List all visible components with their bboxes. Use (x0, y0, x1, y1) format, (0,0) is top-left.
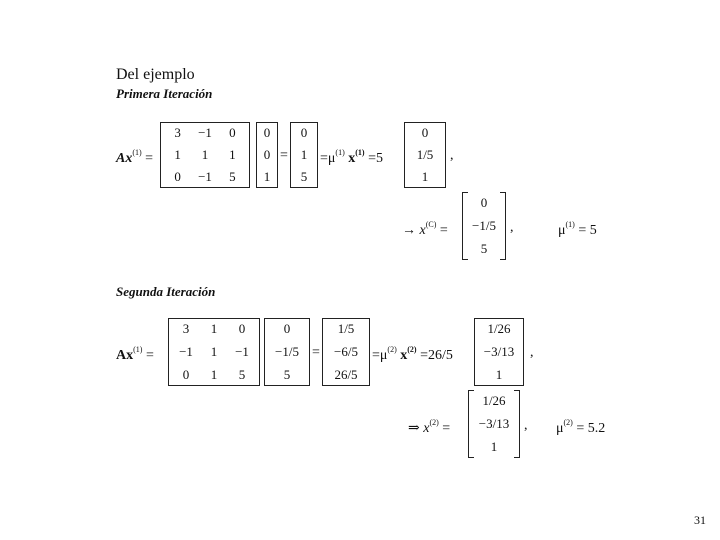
matrix-row (463, 241, 505, 257)
matrix-row (463, 195, 505, 211)
intro-text: Del ejemplo (116, 66, 195, 83)
matrix-cell: 1/5 (416, 147, 434, 162)
matrix-cell: 0 (480, 195, 488, 211)
matrix-cell: 0 (182, 366, 190, 382)
matrix-row (475, 344, 523, 360)
matrix-row (169, 321, 259, 337)
bracket-tick (463, 192, 468, 193)
matrix-row (257, 169, 277, 185)
equals-1a: = (280, 148, 288, 163)
matrix-cell: 3 (174, 125, 181, 140)
vector-scaled-1 (404, 122, 446, 188)
matrix-cell: 1 (263, 169, 271, 184)
bracket-tick (469, 457, 474, 458)
matrix-row (469, 416, 519, 432)
matrix-cell: 1/26 (482, 393, 506, 409)
matrix-cell: 5 (283, 366, 291, 382)
lhs-label-1: Ax$^{(1)}$ = (116, 148, 154, 166)
matrix-cell: −1 (198, 169, 212, 184)
matrix-cell: 1 (490, 438, 498, 454)
matrix-cell: 1/5 (337, 321, 355, 337)
xnew-comma-1: , (510, 220, 514, 235)
vector-xnew-1 (462, 192, 506, 260)
matrix-cell: 5 (238, 366, 246, 382)
bracket-tick (469, 390, 474, 391)
matrix-cell: 0 (238, 321, 246, 337)
trailing-comma-1: , (450, 148, 454, 163)
mu-value-1: $\mu^{(1)} = 5$ (558, 220, 597, 238)
bracket-tick (463, 259, 468, 260)
matrix-cell: 0 (229, 125, 236, 140)
matrix-row (475, 367, 523, 383)
matrix-row (475, 321, 523, 337)
matrix-a-2 (168, 318, 260, 386)
iteration-1-heading: Primera Iteración (116, 86, 213, 101)
matrix-cell: 0 (421, 125, 429, 140)
xnew-label-2: ⇒ $x^{(2)}$ = (408, 418, 451, 436)
matrix-row (257, 147, 277, 163)
bracket-tick (514, 390, 519, 391)
matrix-cell: 1 (421, 169, 429, 184)
trailing-comma-2: , (530, 345, 534, 360)
mu-x-expr-1: $=\mu^{(1)}$ $x^{(1)} =5$ (320, 148, 383, 166)
vector-x-2 (264, 318, 310, 386)
matrix-row (257, 125, 277, 141)
matrix-cell: −6/5 (334, 343, 358, 359)
matrix-row (463, 218, 505, 234)
matrix-cell: 5 (229, 169, 236, 184)
matrix-row (265, 321, 309, 337)
matrix-cell: 5 (480, 240, 488, 256)
matrix-row (405, 147, 445, 163)
vector-x-1 (256, 122, 278, 188)
matrix-cell: 1 (495, 366, 503, 382)
bracket-tick (500, 192, 505, 193)
equals-2a: = (312, 345, 320, 360)
matrix-cell: 3 (182, 321, 190, 337)
iteration-2-heading: Segunda Iteración (116, 284, 216, 299)
matrix-row (169, 344, 259, 360)
matrix-cell: 1 (210, 321, 218, 337)
matrix-cell: 0 (300, 125, 308, 140)
matrix-cell: 0 (263, 147, 271, 162)
matrix-row (161, 169, 249, 185)
matrix-row (469, 393, 519, 409)
bracket-tick (514, 457, 519, 458)
lhs-label-2: Ax$^{(1)}$ = (116, 345, 154, 363)
bracket-tick (500, 259, 505, 260)
matrix-row (169, 367, 259, 383)
matrix-cell: 1 (174, 147, 181, 162)
matrix-cell: 5 (300, 169, 308, 184)
matrix-row (469, 439, 519, 455)
matrix-cell: 26/5 (334, 366, 358, 382)
matrix-row (161, 147, 249, 163)
matrix-cell: 0 (263, 125, 271, 140)
matrix-cell: −1 (235, 343, 249, 359)
matrix-cell: 1 (201, 147, 209, 162)
matrix-cell: −1/5 (472, 217, 496, 233)
xnew-label-1: → $x^{(C)}$ = (402, 220, 448, 238)
vector-xnew-2 (468, 390, 520, 458)
matrix-row (291, 169, 317, 185)
matrix-row (265, 344, 309, 360)
matrix-cell: −3/13 (483, 343, 515, 359)
matrix-cell: 1/26 (487, 321, 511, 337)
matrix-row (405, 125, 445, 141)
matrix-row (265, 367, 309, 383)
matrix-row (291, 125, 317, 141)
xnew-comma-2: , (524, 418, 528, 433)
matrix-cell: 1 (300, 147, 308, 162)
vector-ax-2 (322, 318, 370, 386)
matrix-cell: 0 (174, 169, 181, 184)
vector-scaled-2 (474, 318, 524, 386)
matrix-a-1 (160, 122, 250, 188)
mu-x-expr-2: $=\mu^{(2)}$ $x^{(2)} =26/5$ (372, 345, 453, 363)
matrix-row (405, 169, 445, 185)
matrix-cell: 1 (229, 147, 236, 162)
mu-value-2: $\mu^{(2)} = 5.2$ (556, 418, 606, 436)
matrix-cell: 1 (210, 366, 218, 382)
matrix-row (323, 321, 369, 337)
matrix-cell: −1/5 (275, 343, 299, 359)
matrix-cell: −1 (198, 125, 212, 140)
matrix-row (323, 344, 369, 360)
matrix-row (291, 147, 317, 163)
matrix-row (323, 367, 369, 383)
matrix-cell: −1 (179, 343, 193, 359)
vector-ax-1 (290, 122, 318, 188)
matrix-cell: 0 (283, 321, 291, 337)
matrix-cell: 1 (210, 343, 218, 359)
matrix-row (161, 125, 249, 141)
matrix-cell: −3/13 (478, 415, 510, 431)
page-number: 31 (694, 513, 706, 527)
